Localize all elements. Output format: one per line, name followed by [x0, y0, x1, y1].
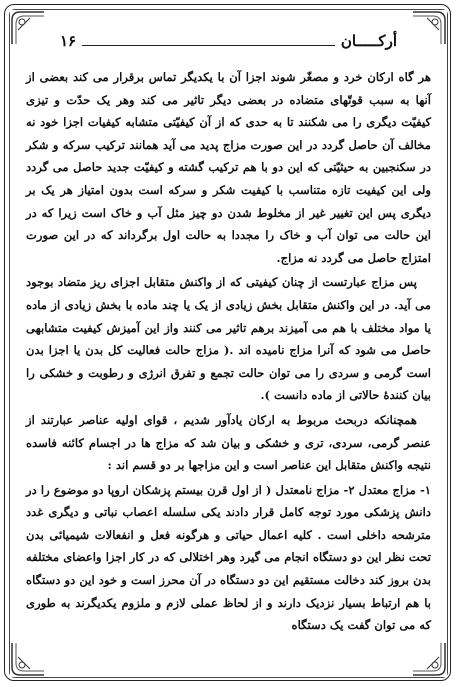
paragraph: همچنانکه دربحث مربوط به ارکان یادآور شدیم ، قوای اولیه عناصر عبارتند از عنصر گرمی، سردی، تری و خشکی و بیان شد که مزاج ها در اجسام کائنه فاسده نتیجه واکنش متقابل این عناصر است و این مزاجها بر دو قسم اند :: [26, 412, 431, 473]
corner-ornament-icon: [10, 10, 46, 46]
paragraph: ۱- مزاج معتدل ۲- مزاج نامعتدل ( از اول قرن بیستم پزشکان اروپا دو موضوع را در دانش پزشکی مورد توجه کامل قرار دادند یکی سلسله اعصاب نباتی و دیگری غدد مترشحه داخلی است . کلیه اعمال حیاتی و هرگونه فعل و انفعالات شیمیائی بدن تحت نظر این دو دستگاه انجام می گیرد وهر اختلالی که در کار اجزا واعضای مختلفه بدن بروز کند دخالت مستقیم این دو دستگاه در آن محرز است و خود این دو دستگاه با هم ارتباط بسیار نزدیک دارند و از لحاظ عملی لازم و ملزوم یکدیگرند به طوری که می توان گفت یک دستگاه: [26, 482, 431, 633]
page-number: ١۶: [60, 32, 77, 50]
header-title: أركـــــان: [340, 32, 397, 50]
corner-ornament-icon: [411, 10, 447, 46]
body-text: [26, 66, 431, 639]
header-rule: [82, 45, 335, 46]
running-header: [60, 28, 397, 50]
paragraph: پس مزاج عبارتست از چنان کیفیتی که از واکنش متقابل اجزای ریز متضاد بوجود می آید. در این واکنش متقابل بخش زیادی از یک یا چند ماده با بخش زیادی از ماده یا مواد مختلف با هم می آمیزند برهم تاثیر می کنند واز این آمیزش کیفیت متشابهی حاصل می شود که آنرا مزاج نامیده اند .( مزاج حالت فعالیت کل بدن یا اجزا بدن است گرمی و سردی را می توان حالت تجمع و تفرق انرژی و رطوبت و خشکی را بیان کنندهٔ حالاتی از ماده دانست ).: [26, 275, 431, 403]
corner-ornament-icon: [10, 641, 46, 677]
corner-ornament-icon: [411, 641, 447, 677]
paragraph: هر گاه ارکان خرد و مصغّر شوند اجزا آن با یکدیگر تماس برقرار می کند بعضی از آنها به سبب قوتّهای متضاده در بعضی دیگر تاثیر می کند وهر یک حدّت و تیزی کیفیّت دیگری را می شکنند تا به حدی که از آن کیفیّتی متشابه کیفیات اجزا خود نه مخالف آن حاصل گردد در این صورت مزاج پدید می آید همانند ترکیب سرکه و شکر در سکنجبین به حیثیّتی که این دو با هم ترکیب گشته و کیفیّت جدید حاصل می گردد ولی این کیفیت تازه متناسب با کیفیت شکر و سرکه است بدون امتیاز هر یک بر دیگری پس این تغییر غیر از مخلوط شدن دو چیز مثل آب و خاک است زیرا که در این حالت می توان آب و خاک را مجددا به حالت اول برگرداند که در این صورت امتزاج حاصل می گردد نه مزاج.: [26, 70, 431, 265]
